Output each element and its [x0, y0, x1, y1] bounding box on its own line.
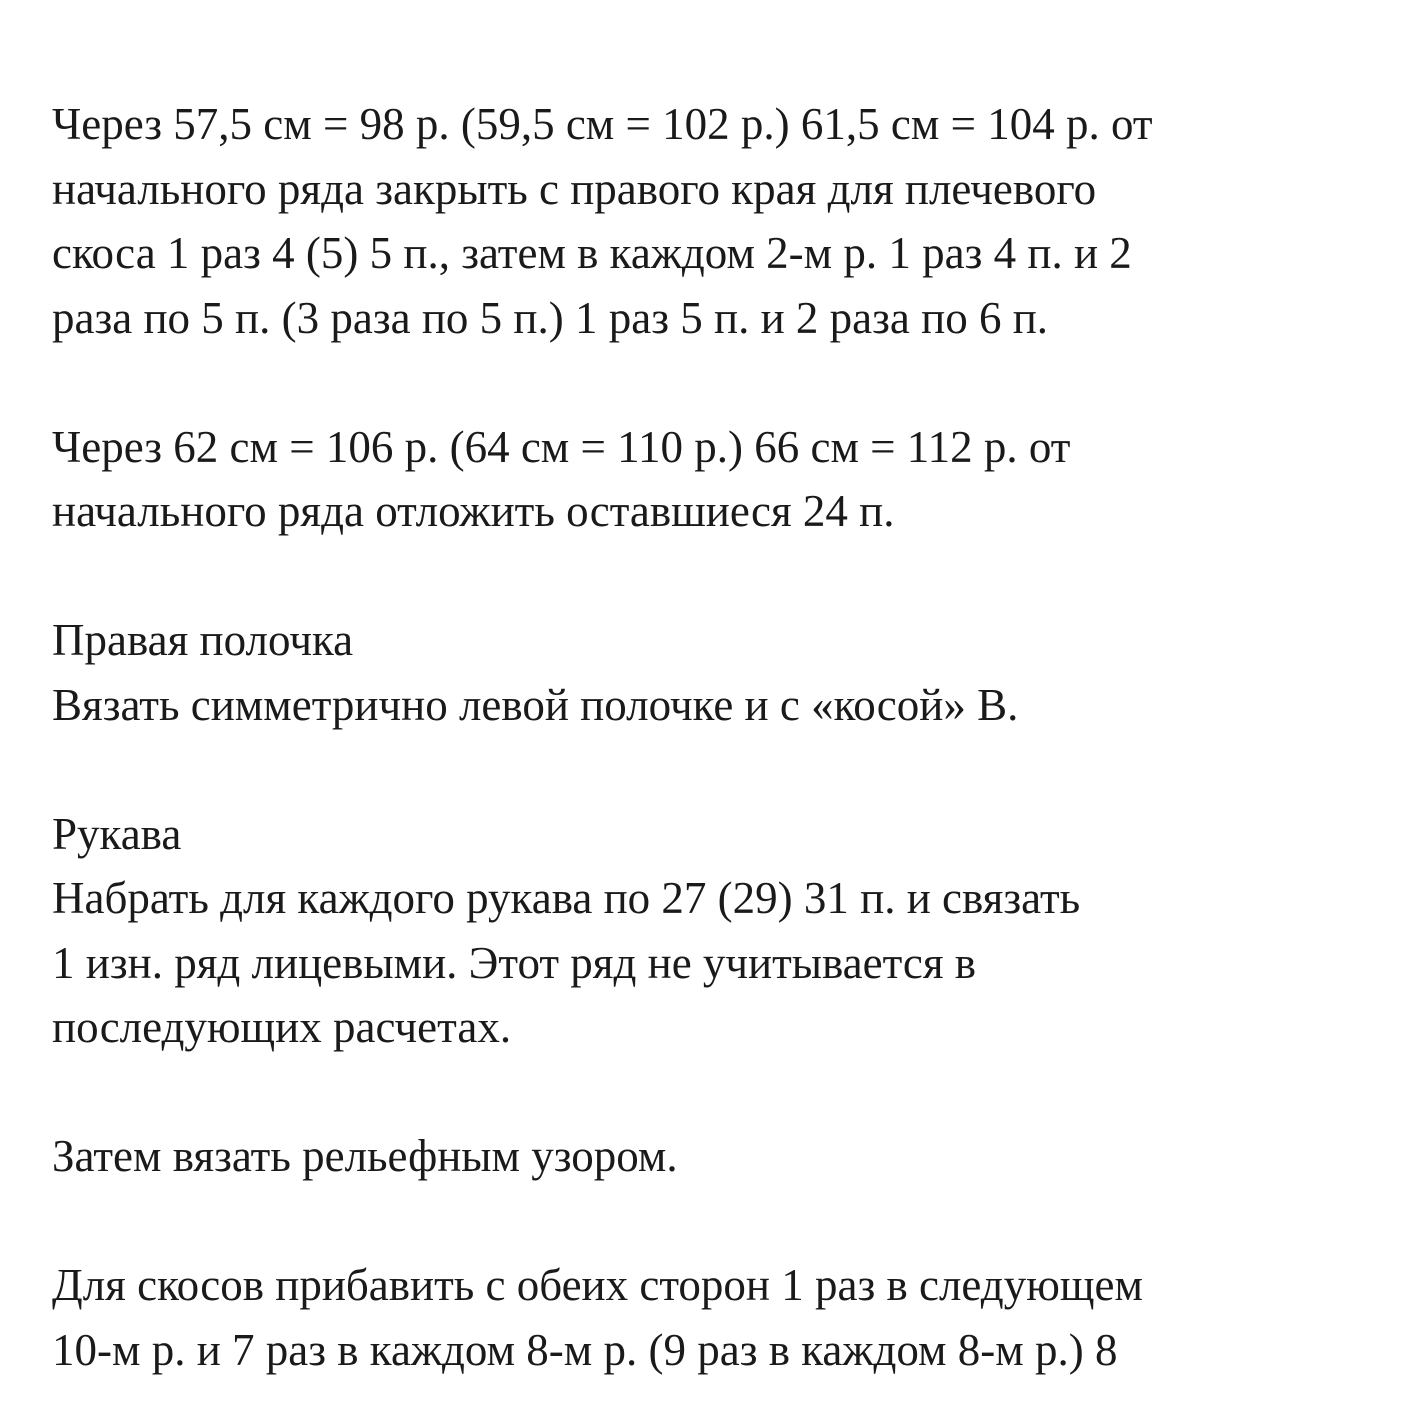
paragraph-spacer: [52, 1189, 1392, 1254]
text-line: 1 изн. ряд лицевыми. Этот ряд не учитывается в: [52, 937, 977, 988]
paragraph-relief-pattern: [52, 1124, 1392, 1189]
paragraph-spacer: [52, 544, 1392, 609]
paragraph-spacer: [52, 737, 1392, 802]
text-line: Через 57,5 см = 98 р. (59,5 см = 102 р.) 61,5 см = 104 р. от: [52, 99, 1153, 149]
text-line: Набрать для каждого рукава по 27 (29) 31 п. и связать: [52, 873, 1081, 923]
text-line: последующих расчетах.: [52, 1002, 512, 1052]
text-line: Для скосов прибавить с обеих сторон 1 раз в следующем: [52, 1260, 1143, 1310]
paragraph-spacer: [52, 1060, 1392, 1125]
text-line: Через 62 см = 106 р. (64 см = 110 р.) 66 см = 112 р. от: [52, 421, 1071, 472]
paragraph-shoulder-bevel: [52, 92, 1392, 350]
text-line: раза по 5 п. (3 раза по 5 п.) 1 раз 5 п. и 2 раза по 6 п.: [52, 292, 1049, 343]
text-line: 10-м р. и 7 раз в каждом 8-м р. (9 раз в каждом 8-м р.) 8: [52, 1324, 1118, 1375]
text-line: Затем вязать рельефным узором.: [52, 1131, 678, 1181]
text-line: начального ряда закрыть с правого края для плечевого: [52, 163, 1097, 214]
paragraph-remaining-stitches: [52, 415, 1392, 544]
text-line: Вязать симметрично левой полочке и с «косой» В.: [52, 679, 1019, 730]
text-line: начального ряда отложить оставшиеся 24 п.: [52, 486, 895, 536]
section-heading: Рукава: [52, 808, 182, 859]
section-right-front: [52, 608, 1392, 737]
paragraph-spacer: [52, 350, 1392, 415]
document-page: [52, 92, 1392, 1382]
section-heading: Правая полочка: [52, 615, 354, 665]
paragraph-increases: [52, 1253, 1392, 1382]
section-sleeves: [52, 802, 1392, 1060]
text-line: скоса 1 раз 4 (5) 5 п., затем в каждом 2-м р. 1 раз 4 п. и 2: [52, 228, 1132, 278]
